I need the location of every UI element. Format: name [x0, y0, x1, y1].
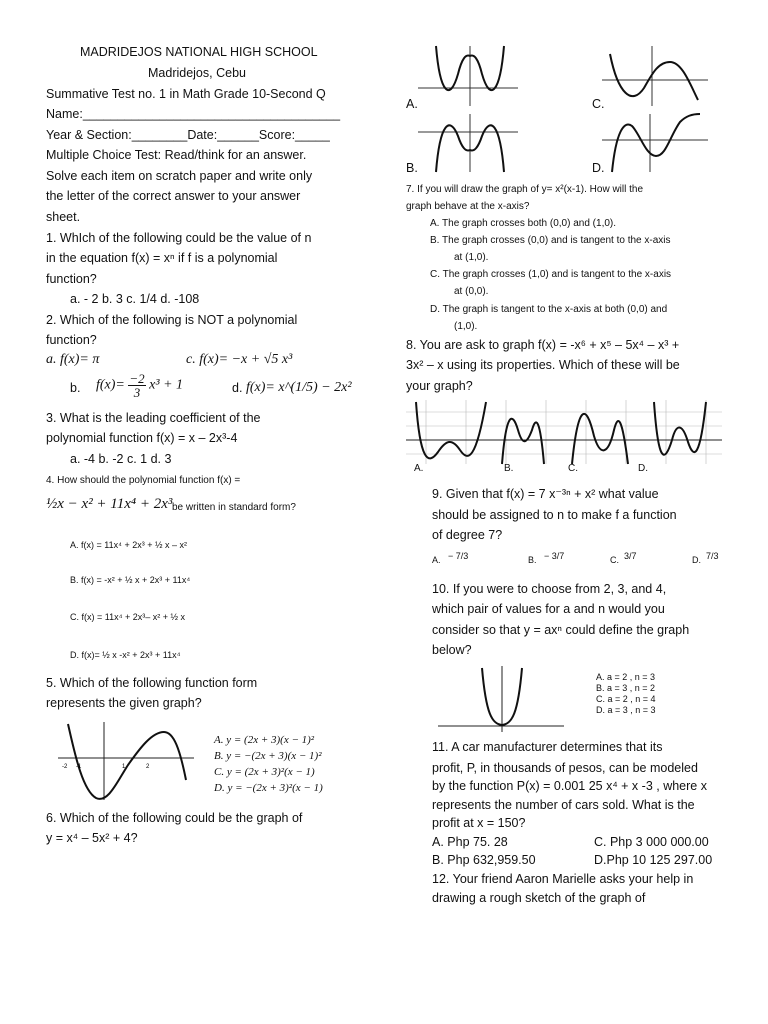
- question-9-text: should be assigned to n to make f a function: [432, 508, 677, 522]
- question-7-option-c: at (0,0).: [454, 286, 489, 297]
- question-10-option-a: A. a = 2 , n = 3: [596, 672, 656, 682]
- question-5-option-a: A. y = (2x + 3)(x − 1)²: [214, 734, 315, 746]
- question-10-option-d: D. a = 3 , n = 3: [596, 705, 656, 715]
- question-6-graph-a: [410, 44, 520, 108]
- question-9-option-a: − 7/3: [448, 551, 469, 561]
- question-3-options: a. -4 b. -2 c. 1 d. 3: [70, 452, 172, 466]
- question-9-option-d-label: D.: [692, 555, 701, 565]
- question-10-text: below?: [432, 643, 472, 657]
- question-5-option-c: C. y = (2x + 3)²(x − 1): [214, 766, 315, 778]
- question-4-option-a: A. f(x) = 11x⁴ + 2x³ + ½ x – x²: [70, 540, 187, 550]
- question-1-text: function?: [46, 272, 97, 286]
- question-11-text: by the function P(x) = 0.001 25 x⁴ + x -3 , where x: [432, 779, 707, 793]
- question-7-text: graph behave at the x-axis?: [406, 201, 530, 212]
- svg-text:1: 1: [122, 764, 126, 770]
- school-place: Madridejos, Cebu: [148, 66, 246, 80]
- question-8-graphs: [406, 400, 722, 476]
- question-2-text: 2. Which of the following is NOT a polynomial: [46, 313, 298, 327]
- question-12-text: drawing a rough sketch of the graph of: [432, 891, 646, 905]
- instruction-line: sheet.: [46, 210, 81, 224]
- question-11-text: profit, P, in thousands of pesos, can be modeled: [432, 761, 698, 775]
- question-4-option-c: C. f(x) = 11x⁴ + 2x³– x² + ½ x: [70, 612, 185, 622]
- question-6-text: y = x⁴ – 5x² + 4?: [46, 831, 138, 845]
- question-9-option-d: 7/3: [706, 551, 719, 561]
- question-2-text: function?: [46, 333, 97, 347]
- question-5-graph: [56, 720, 196, 802]
- question-8-label-b: B.: [504, 463, 514, 474]
- question-4-option-b: B. f(x) = -x² + ½ x + 2x³ + 11x⁴: [70, 575, 191, 585]
- svg-text:-1: -1: [76, 764, 82, 770]
- svg-text:-2: -2: [62, 764, 68, 770]
- question-11-option-b: B. Php 632,959.50: [432, 853, 536, 867]
- question-7-text: 7. If you will draw the graph of y= x²(x-1). How will the: [406, 184, 644, 195]
- question-9-text: of degree 7?: [432, 528, 503, 542]
- question-4-text: 4. How should the polynomial function f(x) =: [46, 475, 241, 486]
- question-6-label-c: C.: [592, 97, 605, 111]
- question-7-option-c: C. The graph crosses (1,0) and is tangent to the x-axis: [430, 269, 672, 280]
- question-5-text: represents the given graph?: [46, 696, 202, 710]
- question-4-option-d: D. f(x)= ½ x -x² + 2x³ + 11x⁴: [70, 650, 181, 660]
- question-9-option-a-label: A.: [432, 555, 441, 565]
- question-9-option-c-label: C.: [610, 555, 619, 565]
- question-10-graph: [436, 664, 566, 734]
- question-9-text: 9. Given that f(x) = 7 x⁻³ⁿ + x² what value: [432, 487, 659, 501]
- instruction-line: Solve each item on scratch paper and write only: [46, 169, 313, 183]
- question-10-text: 10. If you were to choose from 2, 3, and 4,: [432, 582, 667, 596]
- question-6-graph-d: [600, 112, 710, 174]
- question-6-text: 6. Which of the following could be the graph of: [46, 811, 303, 825]
- question-2-option-b: f(x)= $\frac{-2}{3}$ x³ + 1: [96, 371, 184, 400]
- question-4-expression: ½x − x² + 11x⁴ + 2x³: [46, 496, 173, 512]
- question-1-text: 1. WhIch of the following could be the value of n: [46, 231, 312, 245]
- question-6-label-d: D.: [592, 161, 605, 175]
- question-6-graph-c: [600, 44, 710, 108]
- name-line: Name:_____________________________________: [46, 107, 341, 121]
- test-title: Summative Test no. 1 in Math Grade 10-Second Q: [46, 87, 326, 101]
- question-8-label-d: D.: [638, 463, 648, 474]
- question-11-text: 11. A car manufacturer determines that its: [432, 740, 663, 754]
- question-9-option-c: 3/7: [624, 551, 637, 561]
- question-8-text: 3x² – x using its properties. Which of these will be: [406, 358, 680, 372]
- year-section-line: Year & Section:________Date:______Score:_____: [46, 128, 330, 142]
- question-5-option-d: D. y = −(2x + 3)²(x − 1): [214, 782, 323, 794]
- question-7-option-b: at (1,0).: [454, 252, 489, 263]
- question-9-option-b-label: B.: [528, 555, 537, 565]
- school-name: MADRIDEJOS NATIONAL HIGH SCHOOL: [80, 45, 318, 59]
- question-6-label-b: B.: [406, 161, 418, 175]
- question-2-option-a: a. f(x)= π: [46, 352, 100, 367]
- question-2-option-d: f(x)= x^(1/5) − 2x²: [246, 380, 352, 395]
- question-8-text: 8. You are ask to graph f(x) = -x⁶ + x⁵ – 5x⁴ – x³ +: [406, 338, 680, 352]
- question-11-option-c: C. Php 3 000 000.00: [594, 835, 709, 849]
- question-2-option-c: c. f(x)= −x + √5 x³: [186, 352, 293, 367]
- question-8-label-c: C.: [568, 463, 578, 474]
- question-3-text: 3. What is the leading coefficient of the: [46, 411, 261, 425]
- question-3-text: polynomial function f(x) = x – 2x³-4: [46, 431, 238, 445]
- question-1-text: in the equation f(x) = xⁿ if f is a polynomial: [46, 251, 278, 265]
- question-11-option-a: A. Php 75. 28: [432, 835, 508, 849]
- instruction-line: the letter of the correct answer to your answer: [46, 189, 301, 203]
- question-2-option-b-label: b.: [70, 381, 81, 395]
- question-11-text: profit at x = 150?: [432, 816, 526, 830]
- question-4-text: be written in standard form?: [172, 502, 296, 513]
- question-8-text: your graph?: [406, 379, 473, 393]
- question-10-option-b: B. a = 3 , n = 2: [596, 683, 656, 693]
- question-2-option-d-label: d.: [232, 381, 243, 395]
- question-5-text: 5. Which of the following function form: [46, 676, 258, 690]
- question-7-option-d: (1,0).: [454, 321, 478, 332]
- svg-text:2: 2: [146, 764, 150, 770]
- question-8-label-a: A.: [414, 463, 424, 474]
- question-7-option-a: A. The graph crosses both (0,0) and (1,0).: [430, 218, 617, 229]
- question-10-text: which pair of values for a and n would you: [432, 602, 665, 616]
- instruction-line: Multiple Choice Test: Read/think for an answer.: [46, 148, 307, 162]
- question-10-text: consider so that y = axⁿ could define the graph: [432, 623, 690, 637]
- question-10-option-c: C. a = 2 , n = 4: [596, 694, 656, 704]
- question-7-option-d: D. The graph is tangent to the x-axis at both (0,0) and: [430, 304, 668, 315]
- question-11-option-d: D.Php 10 125 297.00: [594, 853, 713, 867]
- question-6-graph-b: [410, 112, 520, 174]
- question-7-option-b: B. The graph crosses (0,0) and is tangent to the x-axis: [430, 235, 671, 246]
- question-1-options: a. - 2 b. 3 c. 1/4 d. -108: [70, 292, 200, 306]
- question-6-label-a: A.: [406, 97, 418, 111]
- question-11-text: represents the number of cars sold. What is the: [432, 798, 695, 812]
- question-5-option-b: B. y = −(2x + 3)(x − 1)²: [214, 750, 322, 762]
- question-9-option-b: − 3/7: [544, 551, 565, 561]
- question-12-text: 12. Your friend Aaron Marielle asks your help in: [432, 872, 694, 886]
